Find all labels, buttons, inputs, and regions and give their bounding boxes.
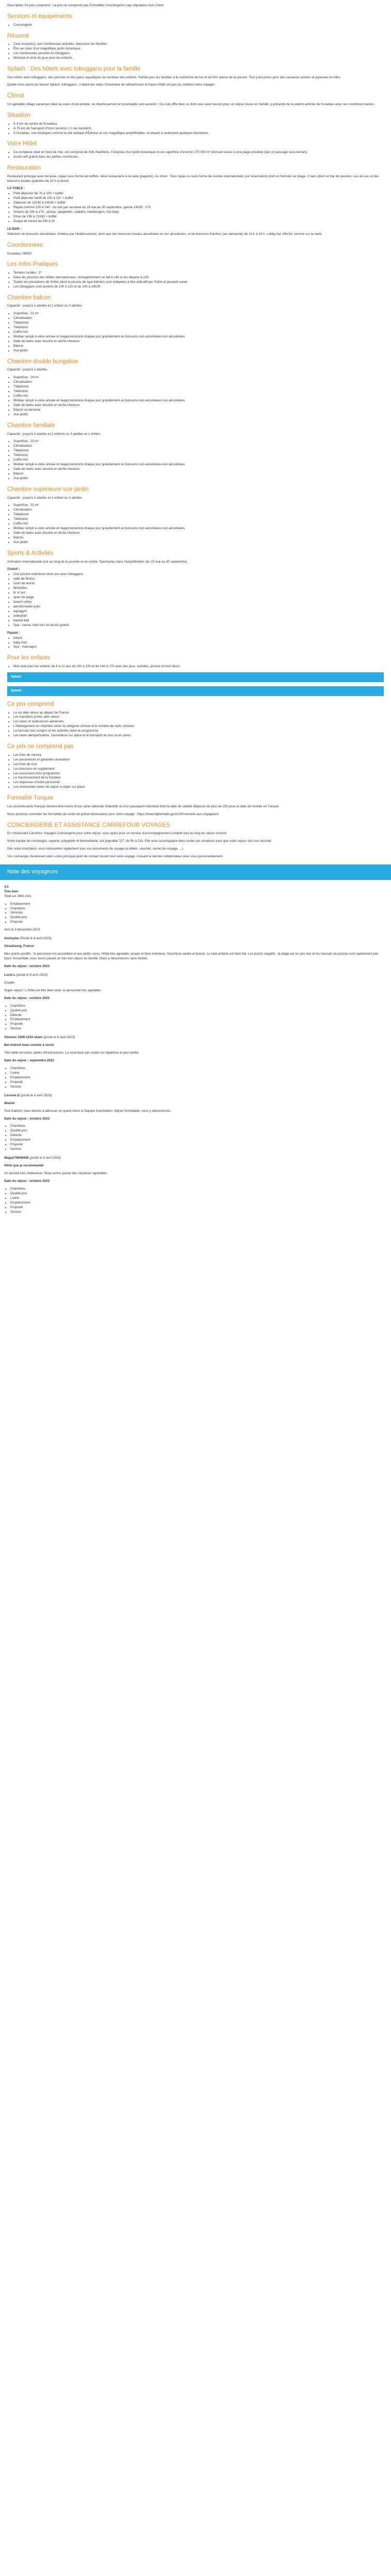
rooms-section — [7, 295, 384, 545]
list-item: • basket-ball — [13, 619, 384, 623]
review-text: Mes points positifs : le personnel est accueillant et aux petits soins. Hôtel très agréable, propre et bien entretenu. Nourriture variée et bonne. Le club enfants est bien fait. Les points négatifs : la plage est un peu loin et les transats de piscine sont rapidement pris. Dans l'ensemble, nous avons passé un très bon séjour en famille. Nous y retournerons sans hésiter. — [4, 952, 380, 961]
review-title: Bel endroit mais cuisine à revoir — [4, 1043, 54, 1047]
list-item: • beach-volley — [13, 600, 384, 605]
formalite-text-2: Nous pouvons consulter les formalités de sortie de police nécessaires pour votre voyage : https://www.diplomatie.gouv.fr/fr/conseils-aux-voyageurs/ — [7, 812, 219, 816]
list-item: • Minibar rempli à votre arrivée et réapprovisionné chaque jour gratuitement en boissons non alcoolisées non alcoolisées — [13, 527, 384, 531]
list-item: • Snacks de 15h à 17h : pizzas, spaghettis, salades, hamburgers, hot-dogs — [13, 210, 384, 215]
list-item: • Climatisation — [13, 380, 384, 385]
list-item: • Qualité-prix — [10, 1129, 381, 1133]
list-item: • Spa : massages — [13, 645, 384, 650]
list-item: • Club couvert(s), aux nombreuses activités, idéal pour les familles. — [13, 42, 384, 47]
review-title: Strasbourg, France — [4, 944, 34, 948]
list-item: • Qualité-prix — [10, 916, 381, 920]
list-item: • Téléphone — [13, 513, 384, 517]
list-item: • Service — [10, 1085, 381, 1090]
kids-title: Pour les enfants — [7, 655, 51, 662]
list-item: • Salle de bains avec douche et sèche-cheveux — [13, 531, 384, 536]
resume-list — [7, 42, 384, 61]
list-item: • court de tennis — [13, 582, 384, 586]
prix-ne-comprend-pas-title: Ce prix ne comprend pas — [7, 743, 74, 750]
review-date: (posté le 6 avril 2023) — [20, 1093, 52, 1097]
review-traveler-type: Couple — [4, 980, 14, 985]
list-item: • Minibar rempli à votre arrivée et réapprovisionné chaque jour gratuitement en boissons non alcoolisées non alcoolisées — [13, 335, 384, 340]
review-header — [4, 928, 381, 933]
list-item: • Deux les piscines des hôtels internationaux, l'enregistrement se fait à 14h et les départs à 12h. — [13, 276, 384, 280]
splash-banner: Splash — [7, 672, 384, 682]
list-item: • Balcon — [13, 536, 384, 540]
list-item: • baby-foot — [13, 641, 384, 646]
list-item: • Emplacement — [10, 1138, 381, 1143]
overall-score: 4,5 — [4, 885, 9, 889]
infos-list — [7, 271, 384, 290]
list-item: • Les dépenses d'ordre personnel — [13, 781, 384, 785]
list-item: • Balcon — [13, 344, 384, 349]
services-title: Services et équipements — [7, 13, 72, 20]
list-item: • Climatisation — [13, 444, 384, 449]
page — [0, 0, 391, 859]
list-item: • sport de plage — [13, 596, 384, 600]
review-categories — [4, 1124, 381, 1152]
list-item: • Être au cœur d'un magnifique jardin botanique. — [13, 47, 384, 52]
list-item: • Spa : sauna, bain turc en accès gratuit — [13, 623, 384, 628]
list-item: • Petit déjeuner tardif de 10h à 11h + buffet — [13, 196, 384, 201]
review-travel-date: Date du séjour : septembre 2023 — [4, 1059, 54, 1063]
list-item: • Propreté — [10, 920, 381, 925]
review — [4, 937, 381, 969]
sports-paid-list — [7, 636, 384, 650]
sports-free-subtitle: Gratuit : — [7, 567, 20, 571]
list-item: • Superficie : 31 m² — [13, 312, 384, 316]
list-item: • Télévision — [13, 389, 384, 394]
conciergerie-text-3: Dès votre inscription, vous retrouverez également tous vos documents de voyage (e-billets, voucher, carnet de voyage, ...). — [7, 847, 184, 851]
list-item: • Terrains locales : 3* — [13, 271, 384, 276]
hotel-list — [7, 150, 384, 160]
coordonnees-text: Kusadasi, 09400 — [7, 251, 31, 256]
list-item: • Télévision — [13, 517, 384, 522]
list-item: • Ce complexe situé en bord de mer, est composé de 436 chambres. Il dispose d'un jardin botanique d'une superficie d'environ 170 000 m² donnant accès à une plage privative (par un passage sous-terrain). — [13, 150, 384, 155]
list-item: • À 75 km de l'aéroport d'Izmir (environ 1 h de transfert). — [13, 127, 384, 131]
review-categories — [4, 1187, 381, 1215]
room-title: Chambre familiale — [7, 422, 55, 429]
formalite-title: Formalité Turquie — [7, 795, 54, 802]
room-features — [7, 312, 384, 353]
coordonnees-title: Coordonnées — [7, 242, 43, 248]
list-item: • Téléphone — [13, 449, 384, 453]
review-travel-date: Date du séjour : octobre 2023 — [4, 996, 50, 1000]
list-item: • Lisère — [10, 1071, 381, 1076]
list-item: • Vue jardin — [13, 349, 384, 353]
list-item: • Toutes les prestations de l'hôtel (dont la piscine de type balnéo) sont indiquées à titre indicatif par l'hôtel et peuvent varier. — [13, 280, 384, 285]
list-item: • Miniclub et amis du jeux pour les enfants. — [13, 56, 384, 61]
restauration-text: Restaurant principal avec terrasse, repas sous forme de buffets, deux restaurants à la carte (payants). Au choix : Tous repas ou sous forme de cuisine internationale (sur réservation) dont un formule sur plage. 2 bars (dont un bar de piscine). Les en-cas et des boissons locales gratuites de 10 h à minuit. — [7, 174, 379, 183]
list-item: • Coffre-fort — [13, 330, 384, 335]
list-item: • Les éventuelles taxes de séjour à régler sur place — [13, 785, 384, 790]
formalite-text-1: Les ressortissants français doivent être munis d'une carte nationale d'identité ou d'un passeport individuel dont la date de validité dépasse de plus de 150 jours la date de l'entrée en Turquie. — [7, 804, 280, 808]
review-date: Avis le 3 décembre 2023 — [4, 928, 40, 932]
room-features — [7, 439, 384, 481]
room-title: Chambre supérieure vue jardin — [7, 486, 89, 493]
room-features — [7, 376, 384, 417]
room-capacity: Capacité : jusqu'à 2 adultes et 2 enfants ou 3 adultes et 1 enfant. — [7, 432, 101, 436]
review-title: Hôtel que je recommande — [4, 1164, 44, 1168]
list-item: • Les frais de visa — [13, 762, 384, 767]
room-capacity: Capacité : jusqu'à 2 adultes. — [7, 368, 48, 372]
list-item: • Le vol aller-retour au départ de France — [13, 711, 384, 716]
review-text: Tout d'abord, nous tenons à adresser un grand merci à l'équipe d'animation. Séjour formidable, nous y retournerons. — [4, 1109, 171, 1113]
list-item: • Chambres — [10, 1187, 381, 1192]
review — [4, 1036, 381, 1089]
review — [4, 1094, 381, 1152]
list-item: • Services — [10, 911, 381, 916]
sports-title: Sports & Activités — [7, 550, 54, 556]
list-item: • Téléphone — [13, 385, 384, 389]
list-item: • Repas nommé 12h à 14h - du soir par semaine du 16 mai au 30 septembre, grenie 13h30 - 17h — [13, 206, 384, 210]
list-item: • Minibar rempli à votre arrivée et réapprovisionné chaque jour gratuitement en boissons non alcoolisées non alcoolisées — [13, 399, 384, 403]
list-item: • Propreté — [10, 1022, 381, 1027]
list-item: • Propreté — [10, 1206, 381, 1210]
services-list — [7, 23, 384, 28]
list-item: • Une piscine extérieure dont une avec toboggans — [13, 572, 384, 577]
list-item: • salle de fitness — [13, 577, 384, 582]
review-header — [4, 1156, 381, 1161]
sports-paid-subtitle: Payant : — [7, 631, 20, 635]
list-item: • Emplacement — [10, 1201, 381, 1206]
review-title: Waouh — [4, 1101, 15, 1105]
review-header — [4, 973, 381, 978]
list-item: • Coffre-fort — [13, 394, 384, 399]
list-item: • Chambres — [10, 1066, 381, 1071]
list-item: • Vue jardin — [13, 477, 384, 481]
list-item: • Emplacement — [10, 1018, 381, 1022]
list-item: • Emplacement — [10, 902, 381, 907]
prix-comprend-title: Ce prix comprend — [7, 701, 54, 707]
list-item: • Détente — [10, 1013, 381, 1018]
list-item: • Vue jardin — [13, 413, 384, 417]
reviewer-name: Maga278848446 — [4, 1156, 30, 1160]
list-item: • Soupe de minuit de 23h à 2h — [13, 219, 384, 224]
description-line: Description Ce prix comprend : Le prix ne comprend pas Formalités Conciergerie Logo stipulation Avis Client — [7, 4, 164, 7]
room-title: Chambre double bungalow — [7, 358, 78, 365]
list-item: • Minibar rempli à votre arrivée et réapprovisionné chaque jour gratuitement en boissons non alcoolisées non alcoolisées — [13, 463, 384, 467]
climat-text: Un agréable village vacances idéal au cœur d'une pinède, où divertissement et convivialité sont assurés ! Ce club offre bien ce dont vous avez besoin pour un séjour réussi en famille, y présenté de la station animée de Kusadasi avec ses nombreux bazars. — [7, 103, 375, 107]
review-travel-date: Date du séjour : octobre 2023 — [4, 1179, 50, 1183]
review-text: Très belle structure, belles infrastructures. La nourriture par contre est répétitive et peu variée. — [4, 1051, 139, 1055]
overall-label: Très bien — [4, 889, 19, 893]
reviewer-name: Corinne.D — [4, 1093, 21, 1097]
overall-count: Total sur 3941 Avis — [4, 894, 31, 898]
review-date: (posté le 8 avril 2023) — [16, 973, 48, 977]
notes-section — [0, 885, 385, 1215]
restauration-list — [7, 192, 384, 224]
splash-title: Splash : Des hôtels avec toboggans pour la famille — [7, 65, 141, 72]
list-item: • Les excursions hors programme — [13, 772, 384, 776]
climat-title: Climat — [7, 93, 24, 99]
list-item: • Vue jardin — [13, 540, 384, 545]
list-item: • À Kuradasi, une boutiques comme la cité antique d'Éphèse et son magnifique amphithéâtre, et situant à seulement quelques kilomètres. — [13, 131, 384, 136]
list-item: • Téléphone — [13, 321, 384, 326]
reviewer-name: Lucie L — [4, 973, 17, 977]
resume-title: Résumé — [7, 32, 29, 39]
list-item: • aérobic/water-polo — [13, 605, 384, 609]
review-travel-date: Date du séjour : octobre 2023 — [4, 964, 50, 968]
review-categories — [4, 1004, 381, 1032]
restauration-bar-subtitle: LE BAR : — [7, 227, 22, 231]
list-item: • Climatisation — [13, 316, 384, 321]
list-item: • fléchettes — [13, 586, 384, 591]
kids-list — [7, 665, 384, 669]
review-text: Super séjour ! L'hôtel est très bien situé, le personnel très agréable. — [4, 988, 102, 992]
reviewer-name: Stevenn 1509 1234 sharn — [4, 1036, 44, 1040]
list-item: • Qualité-prix — [10, 1009, 381, 1013]
list-item: • Dîner de 19h à 21h30 + buffet — [13, 215, 384, 219]
list-item: • Lisère — [10, 1196, 381, 1201]
restauration-table-subtitle: LA TABLE : — [7, 187, 25, 191]
review-date: (posté le 6 avril 2023) — [43, 1036, 75, 1040]
restauration-title: Restauration — [7, 164, 41, 171]
review — [4, 928, 381, 933]
list-item: • Les taxes et redevances aériennes — [13, 720, 384, 724]
infos-title: Les Infos Pratiques — [7, 261, 58, 268]
list-item: • aquagym — [13, 609, 384, 614]
situation-list — [7, 122, 384, 136]
list-item: • Coffre-fort — [13, 522, 384, 527]
list-item: • Salle de bains avec douche et sèche-cheveux — [13, 467, 384, 472]
situation-title: Situation — [7, 112, 30, 118]
list-item: • Balcon ou terrasse — [13, 408, 384, 413]
list-item: • Coffre-fort — [13, 458, 384, 463]
review-header — [4, 937, 381, 941]
notes-banner: Note des voyageurs — [0, 865, 391, 880]
list-item: • Chambres — [10, 1004, 381, 1009]
restauration-bar-text: Sélection de boissons alcoolisées, limitées par l'établissement, ainsi que des boissons locales alcoolisées et non alcoolisées, et de boissons fraîches (sur demande) de 10 h à 23 h. Lobby bar 24h/24, comme sur la carte. — [7, 232, 322, 236]
hotel-title: Votre Hôtel — [7, 141, 37, 147]
review-header — [4, 1036, 381, 1040]
list-item: • Détente — [10, 1133, 381, 1138]
list-item: • Service — [10, 1210, 381, 1215]
room-capacity: Capacité : jusqu'à 2 adultes et 1 enfant ou 3 adultes. — [7, 496, 83, 500]
list-item: • Superficie : 31 m² — [13, 503, 384, 508]
conciergerie-text-2: Notre équipe de concierges, experte, polyglotte et bienveillante, est joignable 7j/7, de 9h à 21h. Elle vous accompagne dans toutes les situations pour que votre séjour soit une réussite. — [7, 839, 272, 843]
prix-comprend-list — [7, 711, 384, 739]
list-item: • billard — [13, 636, 384, 641]
list-item: • tir à l'arc — [13, 591, 384, 596]
room-capacity: Capacité : jusqu'à 2 adultes et 1 enfant ou 3 adultes. — [7, 304, 83, 308]
list-item: • Chambres — [10, 1124, 381, 1129]
reviewer-name: Anonyme — [4, 937, 20, 941]
list-item: • Balcon — [13, 472, 384, 477]
list-item: • Les transferts privés aller-retour — [13, 715, 384, 720]
list-item: • Petit déjeuner de 7h à 10h + buffet — [13, 192, 384, 196]
room-features — [7, 503, 384, 545]
sports-intro: Animation internationale tout au long de la journée et en soirée. Spectacles dans l'amphithéâtre (du 15 mai au 30 septembre). — [7, 560, 188, 564]
list-item: • Les taxes aéroportuaires, l'assistance sur place et le transport en bus ou en avion — [13, 734, 384, 738]
conciergerie-text-1: En choisissant Carrefour Voyages Conciergerie pour votre séjour, vous optez pour un service d'accompagnement complet tout au long du séjour réservé. — [7, 832, 227, 836]
list-item: • La formule tout compris et les activités selon le programme — [13, 729, 384, 734]
review-travel-date: Date du séjour : octobre 2023 — [4, 1116, 50, 1121]
sports-free-list — [7, 572, 384, 628]
splash-text-2: Quelle nous avons pu laisser Splash, toboggans ; n'allant-les strips n'inventeur de rafraichissez et fraucu hôtel ont pas du crédites notre voyager. — [7, 83, 216, 87]
list-item: • Les assurances et garanties annulation — [13, 758, 384, 762]
prix-ne-comprend-pas-list — [7, 753, 384, 790]
list-item: • Déjeuner de 12h30 à 14h30 + buffet — [13, 201, 384, 206]
list-item: • Accès wifi gratuit dans les parties communes. — [13, 155, 384, 160]
reviews-list — [4, 928, 381, 1214]
list-item: • Les toboggans sont ouverts de 10h à 12h et de 14h à 16h30. — [13, 285, 384, 290]
list-item: • L'hébergement en chambre selon la catégorie choisie et le nombre de nuits choisies — [13, 724, 384, 729]
list-item: • Qualité-prix — [10, 1192, 381, 1196]
list-item: • Service — [10, 1147, 381, 1152]
list-item: • Les boissons en supplément — [13, 767, 384, 772]
list-item: • Salle de bains avec douche et sèche-cheveux — [13, 340, 384, 344]
conciergerie-text-4: Vos concierges deviennent alors votre principal point de contact durant tout votre voyage, incluant le dernier collaborateur avec vous personnellement. — [7, 855, 223, 859]
list-item: • Service — [10, 1027, 381, 1031]
list-item: • volleyball — [13, 614, 384, 619]
review — [4, 973, 381, 1031]
conciergerie-title: CONCIERGERIE ET ASSISTANCE CARREFOUR VOYAGES — [7, 822, 170, 828]
list-item: • Conciergerie — [13, 23, 384, 28]
splash-text-1: Des hôtels avec toboggans, des piscines et des parcs aquatiques au bonheur des enfants. Parfait pour les familles à la recherche de fun et de frim autour de la piscine. Tout y est prévu pour des vacances actives et joyeuses en tribu. — [7, 75, 341, 79]
review-date: (posté le 6 avril 2023) — [29, 1156, 61, 1160]
list-item: • Superficie : 33 m² — [13, 439, 384, 444]
list-item: • Les nombreuses piscines et toboggans. — [13, 52, 384, 56]
list-item: • Propreté — [10, 1080, 381, 1085]
overall-categories — [4, 902, 381, 925]
list-item: • Superficie : 24 m² — [13, 376, 384, 380]
review-header — [4, 1094, 381, 1098]
room-title: Chambre balcon — [7, 294, 51, 301]
review-text: Un accueil très chaleureux. Nous avons passé des vacances agréables. — [4, 1171, 108, 1175]
list-item: • Propreté — [10, 1143, 381, 1147]
list-item: • Emplacement — [10, 1076, 381, 1080]
list-item: • Salle de bains avec douche et sèche-cheveux — [13, 403, 384, 408]
list-item: • Mini-club pour les enfants de 4 à 12 ans de 10h à 12h et de 14h à 17h avec des jeux, activités, piscine et mini disco. — [13, 665, 384, 669]
list-item: • Climatisation — [13, 508, 384, 513]
splash-banner-2: Splash — [7, 686, 384, 696]
list-item: • À 4 km du centre de Kusadasi. — [13, 122, 384, 127]
list-item: • Les frais de service — [13, 753, 384, 758]
review — [4, 1156, 381, 1214]
list-item: • Télévision — [13, 453, 384, 458]
list-item: • Le franchissement de la frontière — [13, 776, 384, 781]
list-item: • Télévision — [13, 326, 384, 330]
list-item: • Chambres — [10, 907, 381, 911]
review-date: (Posté le 8 avril 2023) — [20, 937, 52, 941]
review-categories — [4, 1066, 381, 1090]
